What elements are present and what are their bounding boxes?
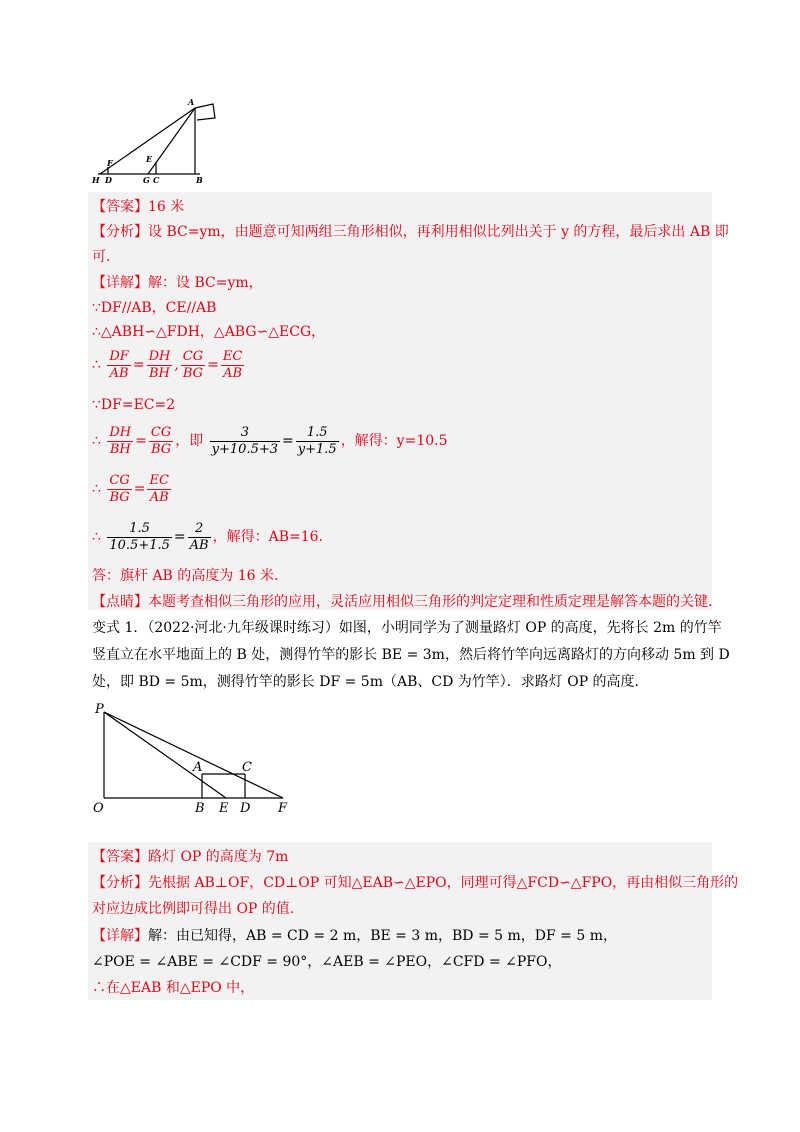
comment-text: 本题考查相似三角形的应用，灵活应用相似三角形的判定定理和性质定理是解答本题的关键. <box>148 594 713 610</box>
line-pe <box>104 712 226 798</box>
answer-line-2 <box>92 847 288 867</box>
therefore-symbol: ∴ <box>92 529 101 545</box>
analysis-line-2b: 对应边成比例即可得出 OP 的值. <box>92 901 295 917</box>
step-3 <box>92 348 246 382</box>
label-f: F <box>278 801 288 816</box>
detail-line-2a <box>92 926 617 946</box>
line-ah <box>100 108 195 174</box>
fraction: $\frac{DH}{BH}$ <box>109 424 132 457</box>
fraction: $\frac{2}{AB}$ <box>189 520 209 553</box>
label-b: B <box>196 175 203 185</box>
step-7 <box>92 520 323 554</box>
detail-line-1 <box>92 273 263 293</box>
analysis-line-2 <box>92 247 110 267</box>
fraction: $\frac{DF}{AB}$ <box>109 348 129 381</box>
equals: = <box>207 357 219 373</box>
label-p: P <box>95 702 104 717</box>
comment-line <box>92 592 712 612</box>
label-c: C <box>242 760 252 775</box>
question-line-1: 变式 1．（2022·河北·九年级课时练习）如图，小明同学为了测量路灯 OP 的高度，先将长 2m 的竹竿 <box>92 620 722 636</box>
analysis-line-1 <box>92 222 729 242</box>
flag <box>195 104 215 120</box>
question-line-2: 竖直立在水平地面上的 B 处，测得竹竿的影长 BE = 3m，然后将竹竿向远离路灯的方向移动 5m 到 D <box>92 647 730 663</box>
detail-text: 解：由已知得，AB = CD = 2 m，BE = 3 m，BD = 5 m，DF = 5 m， <box>148 928 617 944</box>
analysis-tag: 【分析】 <box>92 224 148 240</box>
detail-intro: 解：设 BC=ym， <box>148 275 263 291</box>
answer-tag: 【答案】 <box>92 199 148 215</box>
fraction: $\frac{CG}{BG}$ <box>182 348 204 381</box>
equals: = <box>135 433 147 449</box>
line-ag <box>148 108 195 174</box>
analysis-tag: 【分析】 <box>92 875 148 891</box>
comment-tag: 【点睛】 <box>92 594 148 610</box>
answer-text: 路灯 OP 的高度为 7m <box>148 849 289 865</box>
equals: = <box>133 481 146 497</box>
label-a: A <box>188 97 195 107</box>
analysis-text-2: 可. <box>92 249 111 265</box>
question-line-3: 处，即 BD = 5m，测得竹竿的影长 DF = 5m（AB、CD 为竹竿）．求路灯 OP 的高度． <box>92 674 649 690</box>
label-d: D <box>240 801 251 816</box>
label-b: B <box>195 801 205 816</box>
fraction: $\frac{DH}{BH}$ <box>148 348 171 381</box>
analysis-line-2a <box>92 873 738 893</box>
label-e: E <box>146 154 153 164</box>
therefore-symbol: ∴ <box>92 357 101 373</box>
answer-tag: 【答案】 <box>92 849 148 865</box>
answer-line-1 <box>92 197 184 217</box>
label-d: D <box>105 175 112 185</box>
flagpole-figure <box>88 96 228 188</box>
equals: = <box>132 357 145 373</box>
label-o: O <box>93 801 104 816</box>
step-6 <box>92 472 173 506</box>
fraction: $\frac{EC}{AB}$ <box>149 472 169 505</box>
label-a: A <box>193 760 203 775</box>
step-1: ∵DF//AB，CE//AB <box>92 300 217 316</box>
line-pf <box>104 712 283 798</box>
detail-line-2c: ∴在△EAB 和△EPO 中， <box>92 980 255 996</box>
step-4: ∵DF=EC=2 <box>92 397 176 413</box>
fraction: $\frac{1.5}{y+1.5}$ <box>297 424 337 457</box>
fraction: $\frac{1.5}{10.5+1.5}$ <box>109 520 170 553</box>
solve-text: ，解得：AB=16. <box>212 529 323 545</box>
step-5 <box>92 424 448 458</box>
streetlamp-figure <box>88 700 298 820</box>
therefore-symbol: ∴ <box>92 433 101 449</box>
fraction: $\frac{CG}{BG}$ <box>150 424 172 457</box>
detail-line-2b: ∠POE = ∠ABE = ∠CDF = 90°，∠AEB = ∠PEO，∠CFD = ∠PFO， <box>92 954 562 970</box>
equals: = <box>173 529 186 545</box>
label-f: F <box>107 158 113 168</box>
label-g: G <box>143 175 150 185</box>
analysis-text: 设 BC=ym，由题意可知两组三角形相似，再利用相似比列出关于 y 的方程，最后求出 AB 即 <box>148 224 729 240</box>
label-h: H <box>92 175 100 185</box>
step-2: ∴△ABH∽△FDH，△ABG∽△ECG， <box>92 324 326 340</box>
comma: , <box>174 357 179 373</box>
conclusion-line: 答：旗杆 AB 的高度为 16 米. <box>92 568 279 584</box>
equals: = <box>282 433 294 449</box>
detail-tag: 【详解】 <box>92 275 148 291</box>
therefore-symbol: ∴ <box>92 481 101 497</box>
detail-tag: 【详解】 <box>92 928 148 944</box>
namely-text: ，即 <box>175 433 204 449</box>
solve-text: ，解得：y=10.5 <box>340 433 448 449</box>
analysis-text: 先根据 AB⊥OF，CD⊥OP 可知△EAB∽△EPO，同理可得△FCD∽△FPO，再由相似三角形的 <box>148 875 739 891</box>
fraction: $\frac{CG}{BG}$ <box>109 472 130 505</box>
fraction: $\frac{EC}{AB}$ <box>222 348 243 381</box>
label-c: C <box>153 175 160 185</box>
fraction: $\frac{3}{y+10.5+3}$ <box>211 424 279 457</box>
label-e: E <box>219 801 229 816</box>
answer-text: 16 米 <box>148 199 185 215</box>
